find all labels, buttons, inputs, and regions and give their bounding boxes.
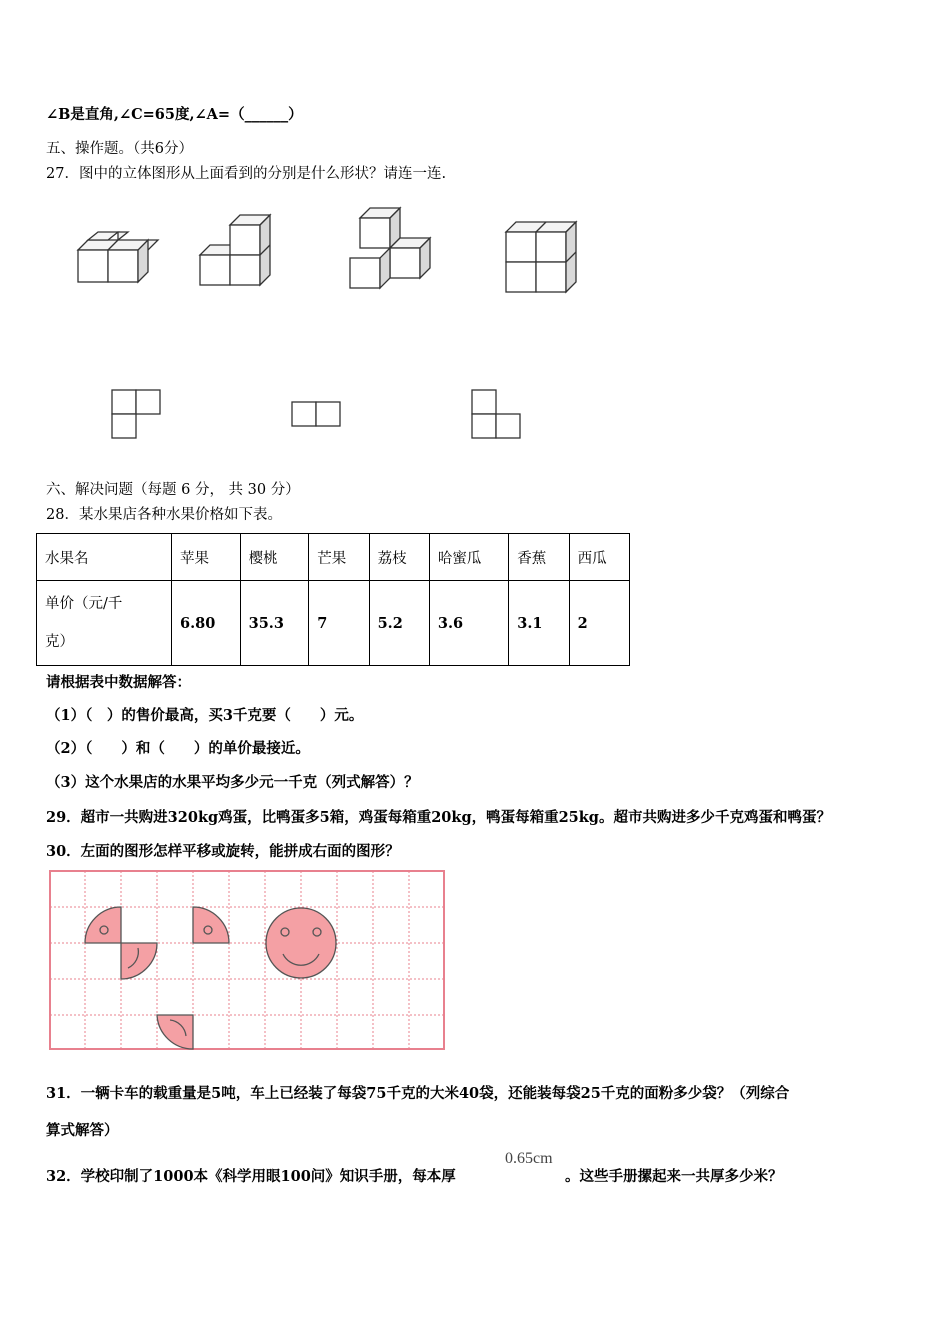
- top-view-2: [292, 402, 340, 426]
- table-header-cell: 芒果: [309, 534, 369, 581]
- solid-figure-1: [78, 232, 158, 282]
- top-view-1: [112, 390, 160, 438]
- section-6-heading: 六、解决问题（每题 6 分， 共 30 分）: [46, 482, 300, 498]
- table-header-cell: 荔枝: [369, 534, 429, 581]
- solid-figures: [70, 200, 590, 310]
- solid-figure-4: [506, 222, 576, 292]
- table-header-cell: 水果名: [37, 534, 172, 581]
- quarter-piece-1: [85, 907, 121, 943]
- table-header-row: [37, 534, 630, 581]
- table-cell: 5.2: [369, 581, 429, 666]
- solid-figure-2: [200, 215, 270, 285]
- question-31-line-2: 算式解答）: [46, 1122, 119, 1139]
- table-header-cell: 西瓜: [569, 534, 629, 581]
- thickness-value: 0.65cm: [505, 1150, 553, 1167]
- quarter-piece-3: [193, 907, 229, 943]
- row-label-line-1: 单价（元/千: [45, 596, 123, 612]
- q28-sub-2: （2）（ ）和（ ）的单价最接近。: [46, 740, 310, 757]
- solid-figure-3: [350, 208, 430, 288]
- table-cell: 2: [569, 581, 629, 666]
- question-32-part-2: 。这些手册摞起来一共厚多少米？: [565, 1168, 783, 1185]
- table-row: [37, 581, 630, 666]
- question-28: 28．某水果店各种水果价格如下表。: [46, 507, 282, 523]
- table-cell: 3.6: [429, 581, 508, 666]
- table-header-cell: 哈蜜瓜: [429, 534, 508, 581]
- question-29: 29．超市一共购进320kg鸡蛋，比鸭蛋多5箱，鸡蛋每箱重20kg，鸭蛋每箱重25kg。超市共购进多少千克鸡蛋和鸭蛋？: [46, 809, 831, 826]
- q28-sub-3: （3）这个水果店的水果平均多少元一千克（列式解答）？: [46, 774, 419, 791]
- table-cell: 6.80: [172, 581, 241, 666]
- question-27: 27．图中的立体图形从上面看到的分别是什么形状？请连一连.: [46, 166, 447, 182]
- table-header-cell: 香蕉: [509, 534, 569, 581]
- fruit-price-table: [36, 533, 630, 666]
- table-header-cell: 苹果: [172, 534, 241, 581]
- question-30: 30．左面的图形怎样平移或旋转，能拼成右面的图形？: [46, 843, 400, 860]
- smiley-face: [266, 908, 336, 978]
- table-cell: 35.3: [240, 581, 309, 666]
- quarter-piece-4: [157, 1015, 193, 1049]
- top-view-shapes: [100, 385, 540, 445]
- section-5-heading: 五、操作题。（共6分）: [46, 141, 193, 157]
- table-row-label: [37, 581, 172, 666]
- top-view-3: [472, 390, 520, 438]
- quarter-piece-2: [121, 943, 157, 979]
- q28-intro: 请根据表中数据解答：: [46, 674, 191, 691]
- question-31-line-1: 31．一辆卡车的载重量是5吨，车上已经装了每袋75千克的大米40袋，还能装每袋25千克的面粉多少袋？（列综合: [46, 1085, 790, 1102]
- table-cell: 7: [309, 581, 369, 666]
- grid-figure: [48, 868, 448, 1054]
- row-label-line-2: 克）: [45, 634, 74, 650]
- angle-question: ∠B是直角,∠C=65度,∠A=（______）: [46, 106, 303, 123]
- table-header-cell: 樱桃: [240, 534, 309, 581]
- table-cell: 3.1: [509, 581, 569, 666]
- q28-sub-1: （1）（ ）的售价最高，买3千克要（ ）元。: [46, 707, 364, 724]
- question-32-part-1: 32．学校印制了1000本《科学用眼100问》知识手册，每本厚: [46, 1168, 456, 1185]
